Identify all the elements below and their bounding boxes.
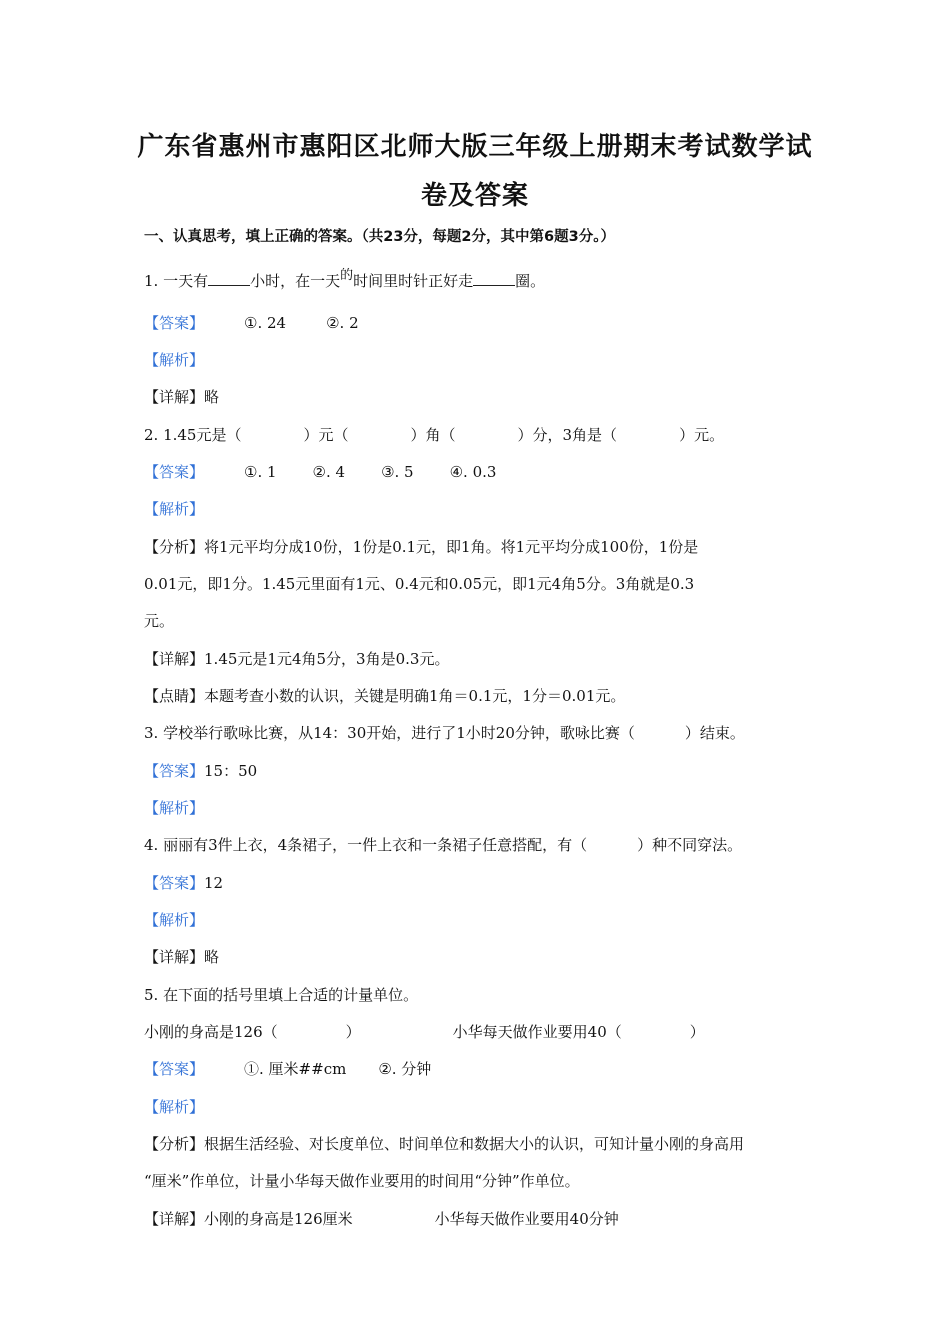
q5-answer-row <box>144 1058 431 1079</box>
q2-text-a: 2. 1.45元是（ <box>144 426 242 444</box>
q5-detail-2: 小华每天做作业要用40分钟 <box>434 1210 619 1228</box>
q5-fenxi-line1 <box>144 1133 744 1154</box>
q2-detail: 1.45元是1元4角5分，3角是0.3元。 <box>204 650 450 668</box>
q1-answer-2: ②. 2 <box>326 314 359 332</box>
q2-text-d: ）分，3角是（ <box>517 426 618 444</box>
q1-text-d: 时间里时针正好走 <box>353 272 474 290</box>
q3-analysis-label: 【解析】 <box>144 799 205 817</box>
q5-answer-2: ②. 分钟 <box>378 1060 432 1078</box>
q5-fenxi-1: 根据生活经验、对长度单位、时间单位和数据大小的认识，可知计量小刚的身高用 <box>204 1135 745 1153</box>
q2-answer-2: ②. 4 <box>312 463 346 481</box>
fenxi-label: 【分析】 <box>144 1135 205 1153</box>
q3-text-a: 3. 学校举行歌咏比赛，从14：30开始，进行了1小时20分钟，歌咏比赛（ <box>144 724 635 742</box>
q1-blank-1 <box>208 284 250 286</box>
q2-text-b: ）元（ <box>303 426 349 444</box>
document-title-line1: 广东省惠州市惠阳区北师大版三年级上册期末考试数学试 <box>137 132 813 162</box>
question-2 <box>144 424 724 445</box>
q2-answer-3: ③. 5 <box>381 463 414 481</box>
answer-label: 【答案】 <box>144 874 205 892</box>
q2-answer-row <box>144 461 496 482</box>
q5-answer-1: ①. 厘米##cm <box>244 1060 347 1078</box>
detail-label: 【详解】 <box>144 948 205 966</box>
q4-detail: 略 <box>204 948 220 966</box>
q2-text-c: ）角（ <box>410 426 456 444</box>
q4-text-b: ）种不同穿法。 <box>637 836 743 854</box>
question-4 <box>144 834 742 855</box>
q4-detail-row <box>144 946 219 967</box>
detail-label: 【详解】 <box>144 388 205 406</box>
fenxi-label: 【分析】 <box>144 538 205 556</box>
q5-blanks-row <box>144 1021 705 1042</box>
q2-text-e: ）元。 <box>679 426 725 444</box>
q3-answer: 15：50 <box>204 762 258 780</box>
detail-label: 【详解】 <box>144 1210 205 1228</box>
q5-text-b1: 小华每天做作业要用40（ <box>452 1023 622 1041</box>
q1-detail: 略 <box>204 388 220 406</box>
q5-analysis-label: 【解析】 <box>144 1098 205 1116</box>
q2-detail-row <box>144 648 449 669</box>
q1-text-a: 1. 一天有 <box>144 272 209 290</box>
q2-dianjing: 本题考查小数的认识，关键是明确1角＝0.1元，1分＝0.01元。 <box>204 687 626 705</box>
q2-dianjing-row <box>144 685 625 706</box>
q4-answer-row <box>144 872 223 893</box>
answer-label: 【答案】 <box>144 1060 205 1078</box>
document-title-line2: 卷及答案 <box>420 181 529 211</box>
q5-text-a1: 小刚的身高是126（ <box>144 1023 278 1041</box>
q1-text-e: 圈。 <box>515 272 546 290</box>
q4-analysis-label: 【解析】 <box>144 911 205 929</box>
dianjing-label: 【点睛】 <box>144 687 205 705</box>
q4-answer: 12 <box>204 874 224 892</box>
answer-label: 【答案】 <box>144 463 205 481</box>
q3-answer-row <box>144 760 257 781</box>
q5-detail-1: 小刚的身高是126厘米 <box>204 1210 353 1228</box>
section-heading: 一、认真思考，填上正确的答案。（共23分，每题2分，其中第6题3分。） <box>144 229 615 245</box>
q2-fenxi-line3: 元。 <box>144 612 175 630</box>
q2-fenxi-line1 <box>144 536 698 557</box>
answer-label: 【答案】 <box>144 314 205 332</box>
q2-fenxi-1: 将1元平均分成10份，1份是0.1元，即1角。将1元平均分成100份，1份是 <box>204 538 699 556</box>
q1-answer-row <box>144 312 359 333</box>
question-3 <box>144 722 745 743</box>
detail-label: 【详解】 <box>144 650 205 668</box>
q1-answer-1: ①. 24 <box>244 314 287 332</box>
q1-text-b: 小时，在一天 <box>250 272 341 290</box>
question-1 <box>144 270 545 291</box>
q5-fenxi-line2: “厘米”作单位，计量小华每天做作业要用的时间用“分钟”作单位。 <box>144 1172 580 1190</box>
q4-text-a: 4. 丽丽有3件上衣，4条裙子，一件上衣和一条裙子任意搭配，有（ <box>144 836 588 854</box>
q1-analysis-label: 【解析】 <box>144 351 205 369</box>
q1-detail-row <box>144 386 219 407</box>
q3-text-b: ）结束。 <box>684 724 745 742</box>
q5-text-b2: ） <box>689 1023 705 1041</box>
q1-blank-2 <box>473 284 515 286</box>
q2-answer-4: ④. 0.3 <box>449 463 497 481</box>
q5-text-a2: ） <box>345 1023 361 1041</box>
question-5: 5. 在下面的括号里填上合适的计量单位。 <box>144 986 419 1004</box>
q5-detail-row <box>144 1208 619 1229</box>
answer-label: 【答案】 <box>144 762 205 780</box>
q2-analysis-label: 【解析】 <box>144 500 205 518</box>
q2-fenxi-line2: 0.01元，即1分。1.45元里面有1元、0.4元和0.05元，即1元4角5分。3角就是0.3 <box>144 575 695 593</box>
q1-text-c: 的 <box>340 268 354 283</box>
q2-answer-1: ①. 1 <box>244 463 277 481</box>
